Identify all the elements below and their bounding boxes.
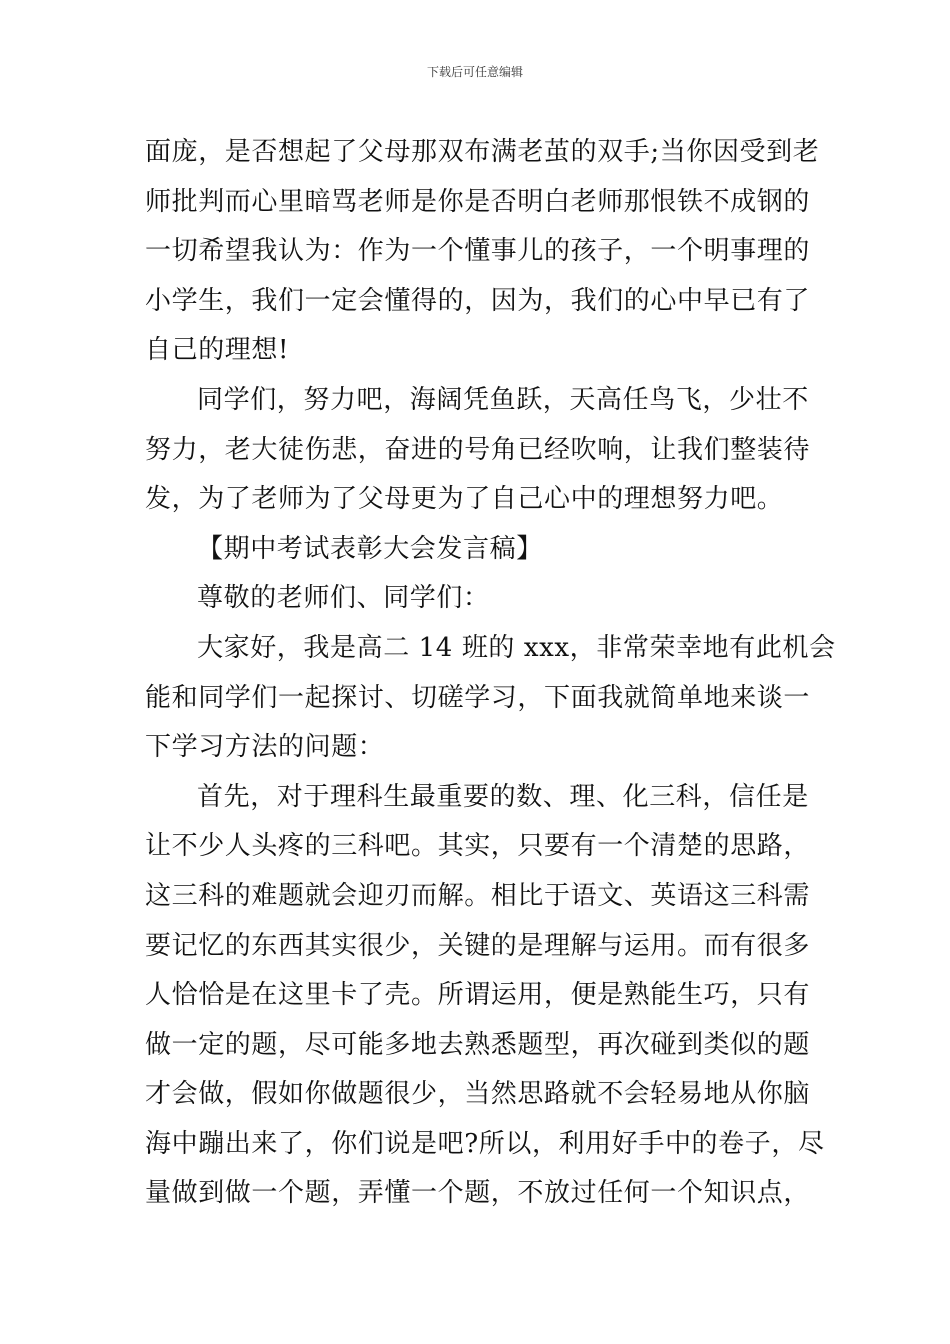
text-line: 让不少人头疼的三科吧。其实，只要有一个清楚的思路， [145,831,811,862]
paragraph-start-line: 大家好，我是高二 14 班的 xxx，非常荣幸地有此机会 [197,632,836,663]
text-line: 海中蹦出来了，你们说是吧?所以，利用好手中的卷子，尽 [145,1128,825,1159]
text-line: 努力，老大徒伤悲，奋进的号角已经吹响，让我们整装待 [145,434,811,465]
section-heading: 【期中考试表彰大会发言稿】 [197,533,543,564]
text-line: 发，为了老师为了父母更为了自己心中的理想努力吧。 [145,484,784,515]
page-header: 下载后可任意编辑 [426,65,523,79]
document-body [145,128,836,1219]
text-line: 量做到做一个题，弄懂一个题，不放过任何一个知识点， [145,1178,811,1209]
paragraph-start-line: 首先，对于理科生最重要的数、理、化三科，信任是 [197,781,809,812]
text-line: 做一定的题，尽可能多地去熟悉题型，再次碰到类似的题 [145,1029,811,1060]
text-line: 自己的理想! [145,335,290,366]
text-line: 能和同学们一起探讨、切磋学习，下面我就简单地来谈一 [145,682,811,713]
text-line: 小学生，我们一定会懂得的，因为，我们的心中早已有了 [145,285,811,316]
text-line: 才会做，假如你做题很少，当然思路就不会轻易地从你脑 [145,1079,811,1110]
text-line: 面庞，是否想起了父母那双布满老茧的双手;当你因受到老 [145,137,820,167]
salutation-line: 尊敬的老师们、同学们： [197,583,490,614]
text-line: 这三科的难题就会迎刃而解。相比于语文、英语这三科需 [145,880,811,911]
text-line: 下学习方法的问题： [145,732,385,763]
text-line: 师批判而心里暗骂老师是你是否明白老师那恨铁不成钢的 [145,186,811,217]
text-line: 要记忆的东西其实很少，关键的是理解与运用。而有很多 [145,930,811,961]
text-line: 人恰恰是在这里卡了壳。所谓运用，便是熟能生巧，只有 [145,980,811,1011]
paragraph-start-line: 同学们，努力吧，海阔凭鱼跃，天高任鸟飞，少壮不 [197,384,809,415]
text-line: 一切希望我认为：作为一个懂事儿的孩子，一个明事理的 [145,236,811,267]
